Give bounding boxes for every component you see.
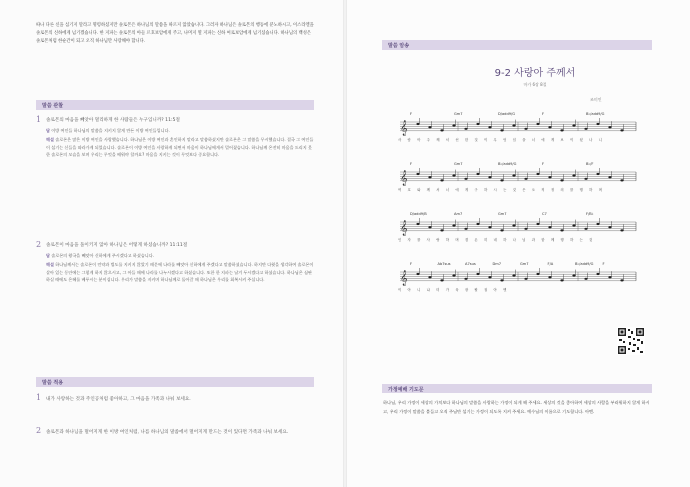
staff-lines — [398, 218, 638, 236]
answer-text: 이방 여인들 하나님의 말씀을 지키지 않게 만든 이방 여인들입니다. — [51, 128, 170, 133]
note-head — [416, 173, 419, 175]
explain-text: 솔로몬은 많은 이방 여인을 사랑했습니다. 하나님은 이방 여인과 혼인하지 말라고 말씀하셨지만 솔로몬은 그 말씀을 무시했습니다. 결국 그 여인들이 섬기는 신들을 따라가게 되었습니다. 솔로몬이 이방 여인을 사랑하게 되면서 마음이 하나님에게서 멀어졌습니다. 하나님께 온전히 마음을 드리지 못한 솔로몬의 모습을 보며 우리는 무엇을 배워야 할까요? 마음을 지키는 것이 무엇보다 중요합니다. — [46, 137, 314, 158]
staff-lines — [398, 168, 638, 186]
song-reference: 마가 6장 8절 — [523, 82, 547, 87]
chord-symbol: Dm7 — [492, 262, 502, 266]
application-2: 솔로몬과 하나님을 멀어지게 한 이방 여인처럼, 나를 하나님의 말씀에서 멀어지게 만드는 것이 있다면 가족과 나눠 보세요. — [46, 430, 289, 435]
answer-tag: 답 — [46, 253, 50, 258]
treble-clef-icon: 𝄞 — [400, 221, 408, 236]
note-head — [488, 176, 491, 178]
chord-symbol: F — [602, 262, 605, 266]
staff-lines — [398, 268, 638, 286]
qr-code-icon[interactable] — [617, 327, 645, 355]
note-head — [452, 225, 455, 227]
question-number-1: 1 — [36, 115, 42, 124]
note-head — [572, 175, 575, 177]
application-number-2: 2 — [36, 426, 42, 435]
explain-text: 하나님께서는 솔로몬이 언약과 법도를 지키지 않았기 때문에 나라를 빼앗아 신하에게 주겠다고 말씀하셨습니다. 하지만 다윗을 생각하여 솔로몬이 살아 있는 동안에는 그렇게 하지 않으시고, 그 아들 때에 나라를 나누시겠다고 하셨습니다. 또한 한 지파는 남겨 두시겠다고 하셨습니다. 하나님은 심판하실 때에도 은혜를 베푸시는 분이십니다. 우리가 말씀을 지키며 하나님께로 돌아갈 때 하나님은 우리를 회복시켜 주십니다. — [46, 262, 314, 283]
lyrics-line: 이 아 니 냐 미 가 육 장 팔 절 아 멘 — [398, 288, 509, 292]
note-head — [464, 278, 467, 280]
section-bar-prayer — [382, 384, 652, 393]
note-head — [548, 176, 551, 178]
chord-symbol: Gm7 — [520, 262, 529, 266]
note-head — [416, 223, 419, 225]
chord-symbol: Gm7 — [454, 112, 463, 116]
explain-tag: 해설 — [46, 137, 54, 142]
chord-symbol: A7sus — [465, 262, 476, 266]
note-head — [560, 229, 563, 231]
question-number-2: 2 — [36, 240, 42, 249]
music-staff-2 — [398, 162, 638, 198]
note-head — [428, 126, 431, 128]
staff-lines — [398, 118, 638, 136]
question-1: 솔로몬의 마음을 빼앗아 멀리하게 한 사람들은 누구입니까? 11:5절 — [46, 118, 180, 123]
note-head — [440, 279, 443, 281]
note-head — [584, 228, 587, 230]
treble-clef-icon: 𝄞 — [400, 271, 408, 286]
note-head — [512, 275, 515, 277]
answer-tag: 답 — [46, 128, 50, 133]
note-head — [500, 129, 503, 131]
note-head — [440, 179, 443, 181]
note-head — [584, 178, 587, 180]
chord-symbol: Am7 — [454, 212, 463, 216]
note-head — [428, 226, 431, 228]
note-head — [584, 278, 587, 280]
lyrics-line: 여 호 와 께 서 너 에 게 구 하 시 는 것 은 오 직 정 의 를 행 하 며 — [398, 188, 605, 192]
chord-symbol: F/A — [547, 262, 554, 266]
note-head — [536, 123, 539, 125]
lyrics-line: 인 자 를 사 랑 하 며 겸 손 히 네 하 나 님 과 함 께 행 하 는 것 — [398, 238, 595, 242]
note-head — [560, 279, 563, 281]
chord-symbol: B♭/add9/G — [498, 162, 517, 166]
note-head — [524, 128, 527, 130]
note-head — [620, 279, 623, 281]
question-2: 솔로몬이 마음을 돌이키지 않아 하나님은 어떻게 하셨습니까? 11:11절 — [46, 243, 188, 248]
note-head — [476, 273, 479, 275]
note-head — [596, 223, 599, 225]
note-head — [428, 176, 431, 178]
question-1-explanation — [46, 136, 314, 159]
note-head — [452, 275, 455, 277]
music-staff-1 — [398, 112, 638, 148]
music-staff-4 — [398, 262, 638, 298]
section-label-memorize: 말씀 암송 — [388, 42, 410, 49]
note-head — [608, 276, 611, 278]
note-head — [476, 223, 479, 225]
note-head — [452, 175, 455, 177]
note-head — [488, 226, 491, 228]
note-head — [500, 229, 503, 231]
note-head — [500, 279, 503, 281]
note-head — [476, 173, 479, 175]
note-head — [464, 128, 467, 130]
chord-symbol: C7 — [542, 212, 547, 216]
lyrics-line: 사 람 아 주 께 서 선 한 것 이 무 엇 임 을 너 에 게 보 이 셨 나 니 — [398, 138, 605, 142]
section-label-prayer: 가정예배 기도문 — [388, 386, 424, 393]
note-head — [620, 179, 623, 181]
note-head — [416, 123, 419, 125]
note-head — [548, 276, 551, 278]
note-head — [524, 178, 527, 180]
section-bar-application — [36, 377, 314, 387]
note-head — [440, 229, 443, 231]
book-gutter — [343, 0, 347, 487]
intro-paragraph: 따나 다른 신을 섬기지 말라고 명령하셨지만 솔로몬은 하나님의 말씀을 따르지 않았습니다. 그러자 하나님은 솔로몬의 행동에 분노하시고, 이스라엘을 솔로몬의 신하에게 넘기겠습니다. 한 지파는 솔로몬의 아들 르호보암에게 주고, 나머지 열 지파는 신하 여로보암에게 넘기셨습니다. 하나님의 백성은 솔로몬처럼 한순간이 되고 오직 하나님만 사랑해야 합니다. — [36, 23, 314, 44]
note-head — [464, 178, 467, 180]
note-head — [464, 228, 467, 230]
note-head — [596, 273, 599, 275]
note-head — [596, 173, 599, 175]
chord-symbol: F — [410, 262, 413, 266]
question-2-answer — [46, 252, 314, 260]
note-head — [512, 225, 515, 227]
question-1-answer — [46, 127, 314, 135]
music-staff-3 — [398, 212, 638, 248]
question-2-explanation — [46, 261, 314, 284]
note-head — [608, 176, 611, 178]
note-head — [584, 128, 587, 130]
note-head — [440, 129, 443, 131]
chord-symbol: B♭/add9/G — [575, 262, 594, 266]
chord-symbol: D/add9/B — [410, 212, 427, 216]
note-head — [536, 223, 539, 225]
note-head — [452, 125, 455, 127]
chord-symbol: F — [410, 112, 413, 116]
song-title: 9-2 사랑아 주께서 — [494, 68, 576, 79]
note-head — [416, 273, 419, 275]
note-head — [620, 129, 623, 131]
application-number-1: 1 — [36, 393, 42, 402]
note-head — [536, 173, 539, 175]
note-head — [476, 123, 479, 125]
note-head — [500, 179, 503, 181]
section-label-application: 말씀 적용 — [42, 379, 64, 386]
note-head — [608, 126, 611, 128]
note-head — [548, 126, 551, 128]
composer-name: 조미인 — [590, 97, 602, 102]
chord-symbol: F — [410, 162, 413, 166]
answer-text: 솔로몬의 왕국을 빼앗아 신하에게 주시겠다고 하셨습니다. — [51, 253, 154, 258]
chord-symbol: D/add9/G — [498, 112, 516, 116]
treble-clef-icon: 𝄞 — [400, 171, 408, 186]
note-head — [560, 129, 563, 131]
note-head — [548, 226, 551, 228]
note-head — [524, 228, 527, 230]
note-head — [608, 226, 611, 228]
note-head — [572, 225, 575, 227]
chord-symbol: B♭/add9/G — [586, 112, 605, 116]
chord-symbol: F/B♭ — [586, 212, 594, 216]
note-head — [536, 273, 539, 275]
note-head — [572, 275, 575, 277]
note-head — [620, 229, 623, 231]
note-head — [596, 123, 599, 125]
note-head — [572, 125, 575, 127]
explain-tag: 해설 — [46, 262, 54, 267]
section-bar-observation — [36, 100, 314, 110]
application-1: 내가 사랑하는 것과 주인공처럼 좋아하고, 그 마음을 가족과 나눠 보세요. — [46, 397, 191, 402]
chord-symbol: Gm7 — [498, 212, 507, 216]
note-head — [488, 276, 491, 278]
section-label-observation: 말씀 관찰 — [42, 102, 64, 109]
chord-symbol: Gm7 — [454, 162, 463, 166]
note-head — [524, 278, 527, 280]
chord-symbol: B♭/F — [586, 162, 594, 166]
prayer-text: 하나님, 우리 가정이 세상의 가치보다 하나님의 말씀을 사랑하는 가정이 되게 해 주세요. 세상의 것을 좋아하여 세상의 사람을 부러워하지 않게 하시고, 우리 가정이 말씀을 붙들고 오직 주님만 섬기는 가정이 되도록 지켜 주세요. 예수님의 이름으로 기도합니다. 아멘. — [383, 400, 650, 414]
note-head — [512, 125, 515, 127]
note-head — [560, 179, 563, 181]
note-head — [512, 175, 515, 177]
chord-symbol: F — [542, 162, 545, 166]
note-head — [488, 126, 491, 128]
chord-symbol: Ab7sus — [437, 262, 451, 266]
treble-clef-icon: 𝄞 — [400, 121, 408, 136]
section-bar-memorize — [382, 40, 652, 50]
chord-symbol: F — [542, 112, 545, 116]
note-head — [428, 276, 431, 278]
